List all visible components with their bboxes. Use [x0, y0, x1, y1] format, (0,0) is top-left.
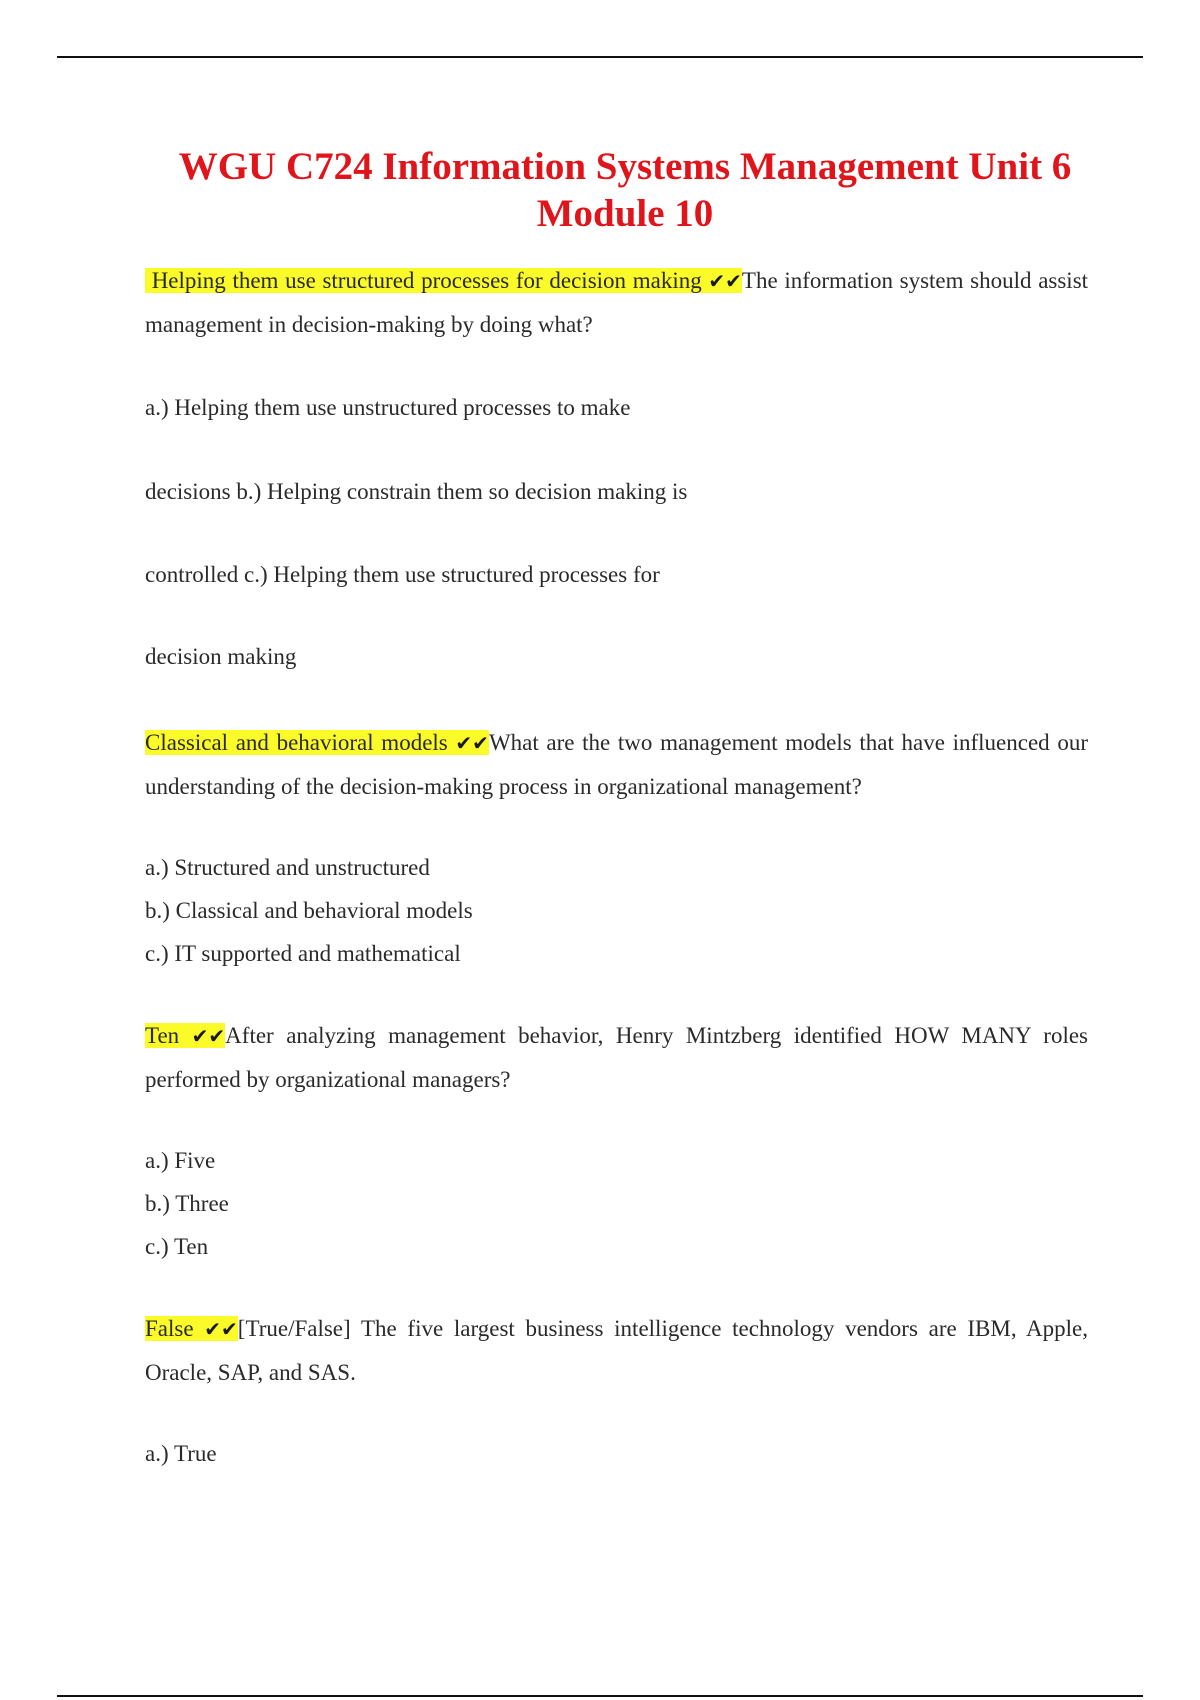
question-1-option-b: decisions b.) Helping constrain them so decision making is	[145, 479, 688, 504]
question-3-option-a: a.) Five	[145, 1148, 216, 1173]
question-3-prompt: After analyzing management behavior, Henry Mintzberg identified HOW MANY roles performed by organizational managers?	[145, 1023, 1089, 1092]
question-1-text	[145, 259, 1088, 346]
question-2-prompt: What are the two management models that have influenced our understanding of the decision-making process in organizational management?	[145, 730, 1088, 799]
title-line-1: WGU C724 Information Systems Management Unit 6	[178, 145, 1072, 188]
checkmark-icon: ✔✔	[708, 269, 742, 293]
question-2-text	[145, 721, 1088, 808]
question-2-option-b: b.) Classical and behavioral models	[145, 898, 473, 923]
top-rule	[57, 56, 1143, 58]
question-2-option-c: c.) IT supported and mathematical	[145, 941, 461, 966]
question-2-option-a: a.) Structured and unstructured	[145, 855, 430, 880]
question-1-option-a: a.) Helping them use unstructured processes to make	[145, 395, 631, 420]
title-line-2: Module 10	[536, 192, 714, 235]
question-1-option-d: decision making	[145, 644, 297, 669]
question-4-answer: False ✔✔	[145, 1316, 238, 1341]
question-3-text	[145, 1014, 1088, 1101]
checkmark-icon: ✔✔	[204, 1317, 238, 1341]
question-1-option-c: controlled c.) Helping them use structured processes for	[145, 562, 660, 587]
question-1-prompt: The information system should assist management in decision-making by doing what?	[145, 268, 1089, 337]
question-4-prompt: [True/False] The five largest business intelligence technology vendors are IBM, Apple, Oracle, SAP, and SAS.	[145, 1316, 1089, 1385]
bottom-rule	[57, 1695, 1143, 1697]
checkmark-icon: ✔✔	[455, 731, 489, 755]
question-4-text	[145, 1307, 1088, 1394]
question-3-option-c: c.) Ten	[145, 1234, 209, 1259]
question-3-option-b: b.) Three	[145, 1191, 229, 1216]
question-1-answer: Helping them use structured processes for decision making ✔✔	[145, 268, 742, 293]
question-3-answer: Ten ✔✔	[145, 1023, 226, 1048]
document-title	[140, 143, 1110, 237]
question-2-answer: Classical and behavioral models ✔✔	[145, 730, 489, 755]
question-4-option-a: a.) True	[145, 1441, 217, 1466]
checkmark-icon: ✔✔	[191, 1024, 226, 1048]
